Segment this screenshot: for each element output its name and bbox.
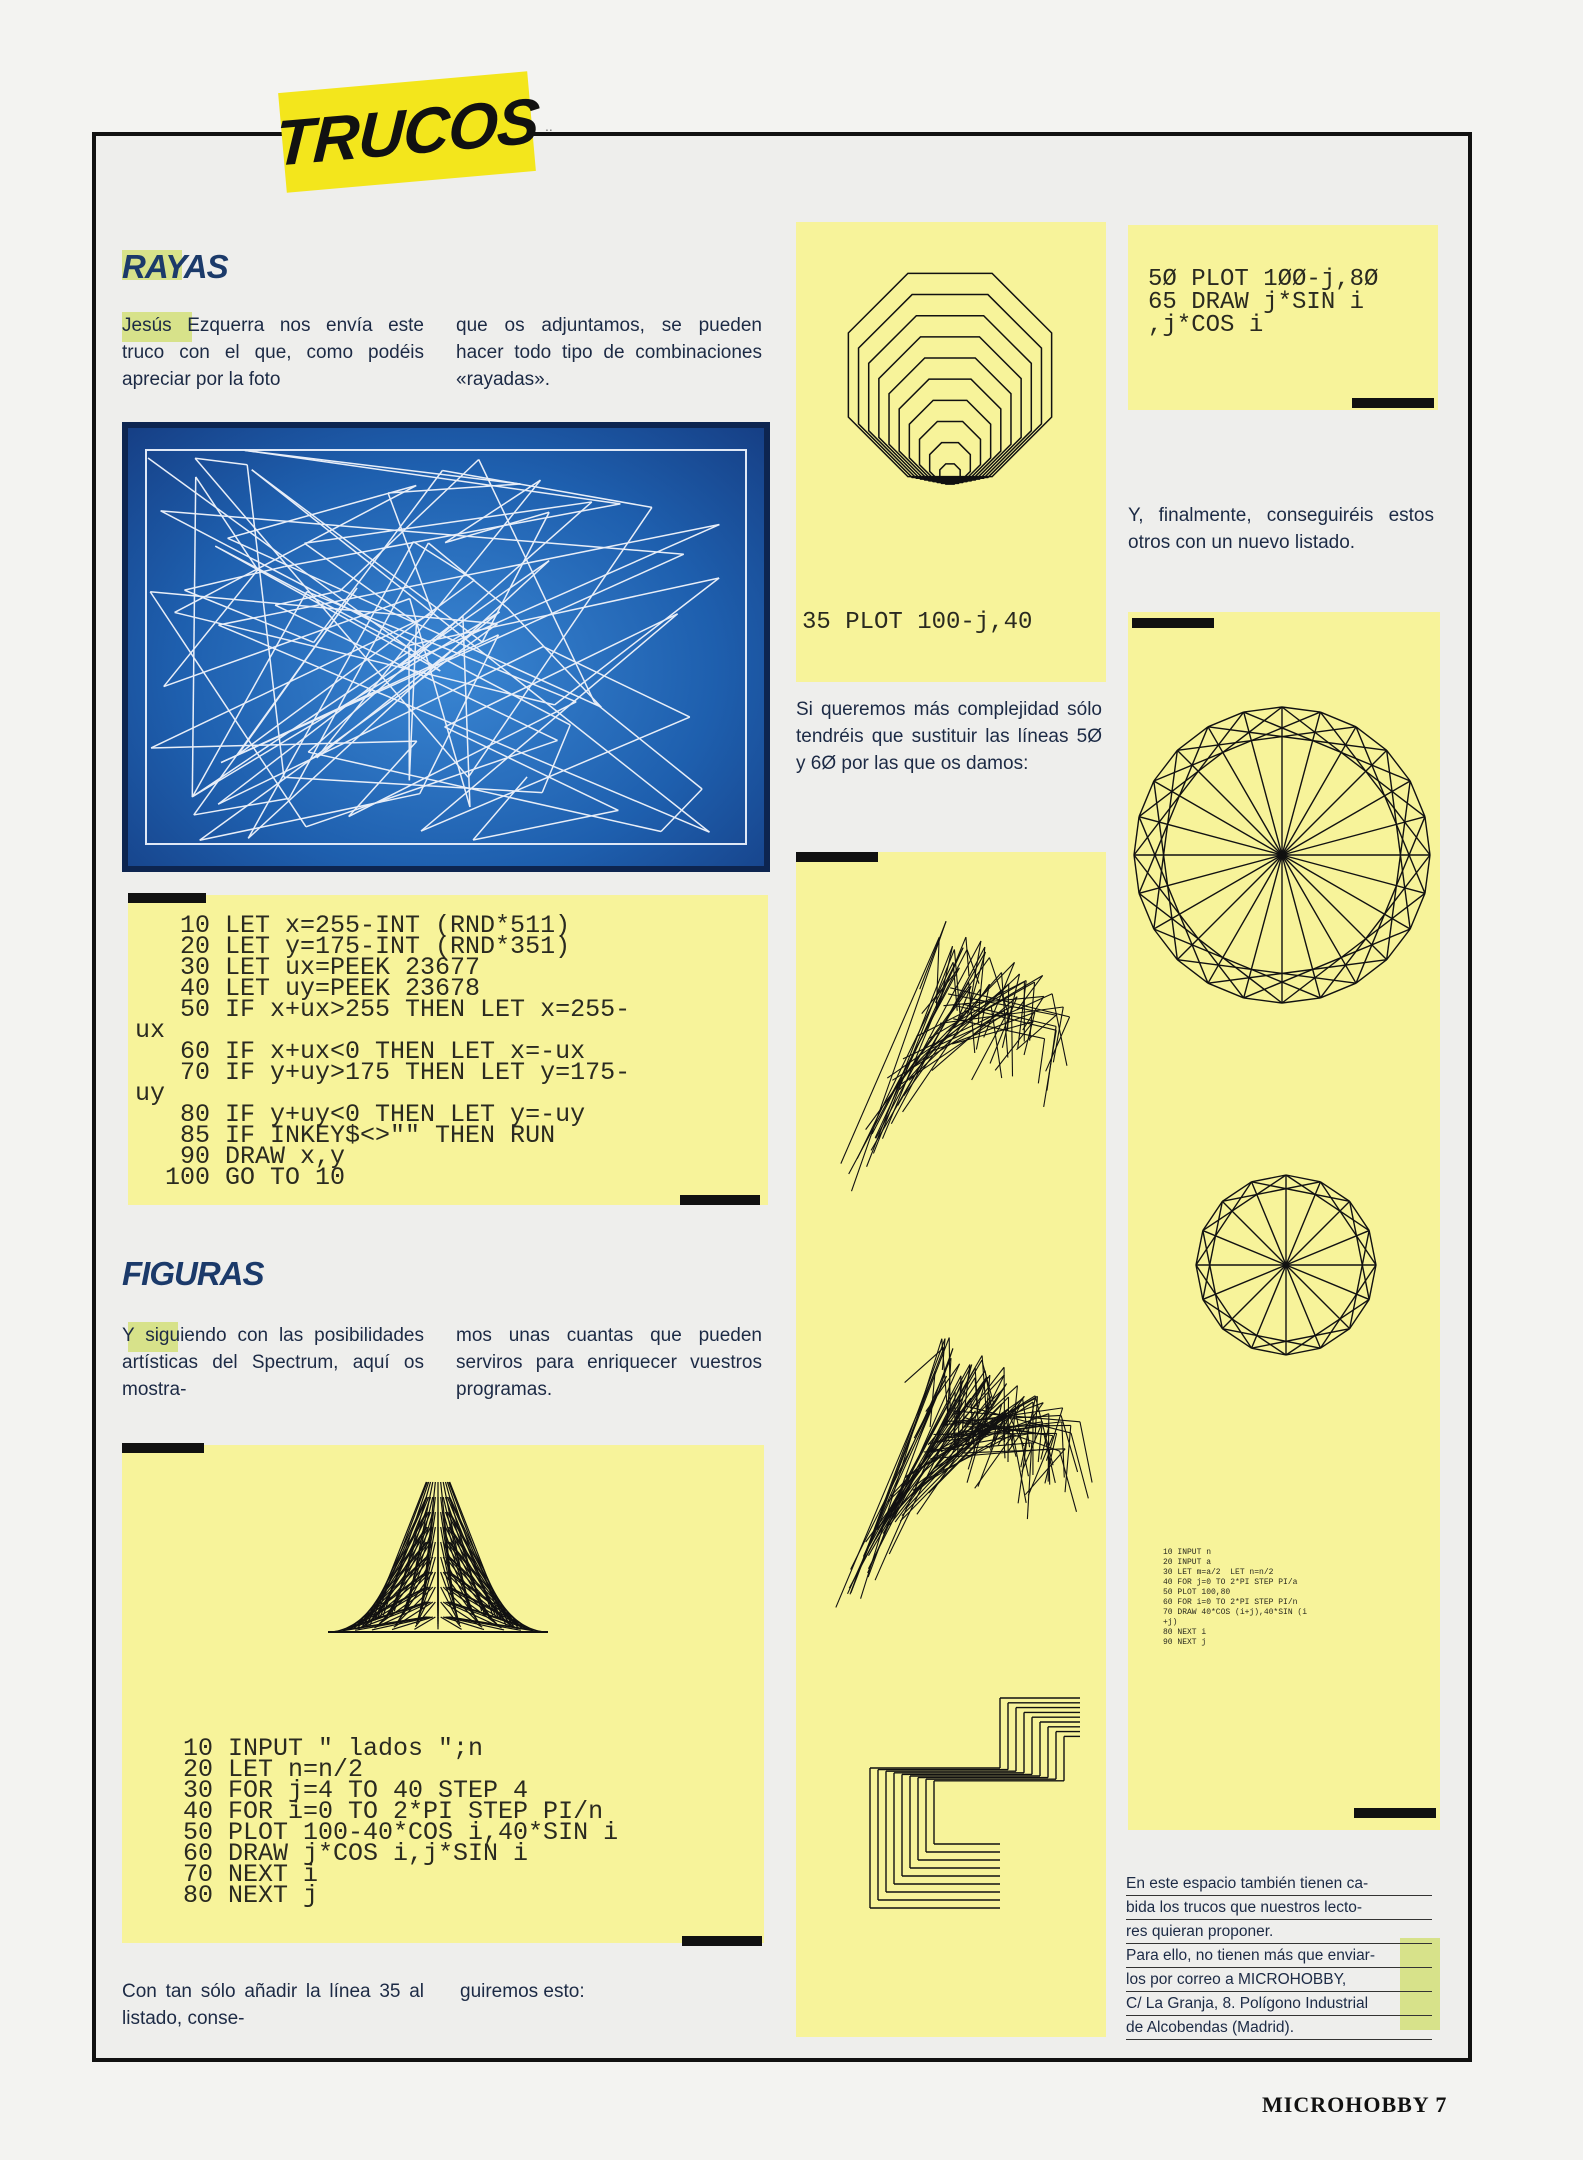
figure-stroke [1139, 817, 1208, 983]
figure-stroke [1282, 893, 1425, 1003]
figure-stroke [1154, 855, 1282, 929]
figure-rosette-large [1122, 680, 1442, 1030]
figure-stroke [1282, 855, 1387, 960]
figure-stroke [966, 937, 969, 976]
rayas-para-right: que os adjuntamos, se pueden hacer todo tipo de combinaciones «rayadas». [456, 315, 762, 390]
figure-octagon-rings [820, 240, 1080, 540]
figure-stroke [421, 614, 678, 831]
figure-stroke [857, 962, 953, 1158]
note-line: Para ello, no tienen más que enviar- [1126, 1944, 1432, 1968]
figure-stroke [245, 450, 521, 484]
figure-stroke [1282, 855, 1356, 983]
figure-stroke [1286, 1175, 1369, 1231]
figure-stroke [909, 400, 990, 481]
figuras-para-bottom-right: guiremos esto: [460, 1981, 585, 2002]
right-small-listing: 10 INPUT n 20 INPUT a 30 LET m=a/2 LET n=n/2 40 FOR j=0 TO 2*PI STEP PI/a 50 PLOT 100,80 60 FOR i=0 TO 2*PI STEP PI/n 70 DRAW 40*COS (i+j),40*SIN (i +j) 80 NEXT i 90 NEXT j [1163, 1548, 1308, 1647]
middle-para: Si queremos más complejidad sólo tendréis que sustituir las líneas 5Ø y 6Ø por las que os damos: [796, 699, 1102, 774]
figure-stroke [920, 422, 981, 483]
figure-stroke [661, 789, 702, 832]
figure-stroke [1282, 707, 1425, 817]
figure-stroke [1154, 929, 1320, 998]
figure-stroke [1222, 1265, 1286, 1329]
figure-stroke [413, 542, 474, 581]
figure-stroke [1016, 1015, 1056, 1050]
figure-stroke [1134, 712, 1244, 855]
note-line: bida los trucos que nuestros lecto- [1126, 1896, 1432, 1920]
figure-stroke [1320, 1265, 1376, 1348]
figuras-listing: 10 INPUT " lados ";n 20 LET n=n/2 30 FOR j=4 TO 40 STEP 4 40 FOR i=0 TO 2*PI STEP PI/n 50 PLOT 100-40*COS i,40*SIN i 60 DRAW j*COS i,j*SIN i 70 NEXT i 80 NEXT j [183, 1734, 619, 1910]
figure-stroke [1196, 1265, 1252, 1348]
figure-stroke [1154, 712, 1320, 781]
panel-marker [682, 1936, 762, 1946]
figure-stroke [150, 592, 306, 827]
figure-stroke [1139, 727, 1208, 893]
figure-rosette-small [1186, 1165, 1386, 1365]
figure-stroke [195, 458, 247, 464]
figure-fan [328, 1460, 548, 1650]
logo-trail: .. [545, 118, 553, 134]
figure-stroke [192, 592, 306, 798]
figure-stroke [899, 379, 1001, 481]
figure-stroke [398, 561, 550, 667]
figuras-para-bottom-left: Con tan sólo añadir la línea 35 al listado, conse- [122, 1981, 424, 2029]
figure-stroke [841, 937, 939, 1163]
note-line: C/ La Granja, 8. Polígono Industrial [1126, 1992, 1432, 2016]
figure-stroke [1282, 855, 1410, 929]
figure-stroke [1071, 1433, 1088, 1498]
figure-stroke [1286, 1201, 1350, 1265]
figure-stroke [1282, 750, 1387, 855]
note-line: En este espacio también tienen ca- [1126, 1872, 1432, 1896]
figure-stroke [304, 502, 591, 543]
figure-stroke [1286, 1299, 1369, 1355]
figure-stroke [192, 477, 195, 797]
figure-stroke [1286, 1265, 1350, 1329]
figure-stroke [859, 295, 1042, 478]
figure-stroke [1203, 1175, 1286, 1231]
figure-stroke [1320, 855, 1430, 998]
figure-stroke [428, 543, 507, 608]
figure-stroke [1012, 1007, 1013, 1077]
figure-stroke [218, 616, 463, 804]
right-para: Y, finalmente, conseguiréis estos otros con un nuevo listado. [1128, 505, 1434, 553]
figure-stroke [349, 741, 417, 816]
figure-stroke [245, 450, 621, 503]
figure-stroke [1196, 1182, 1252, 1265]
figure-stroke [848, 273, 1051, 476]
figure-stroke [1154, 781, 1282, 855]
section-logo-text: TRUCOS [273, 84, 541, 180]
rayas-screen-photo [122, 422, 770, 872]
figure-stroke [1282, 781, 1410, 855]
figure-stroke [479, 459, 595, 702]
figure-stroke [247, 465, 284, 778]
figure-stroke [1244, 712, 1410, 781]
figure-steps [850, 1688, 1090, 1918]
figure-stroke [1134, 855, 1244, 998]
figure-stroke [1320, 1182, 1376, 1265]
figure-stroke [1282, 727, 1356, 855]
figuras-para-right: mos unas cuantas que pueden serviros para enriquecer vuestros programas. [456, 1325, 762, 1400]
figure-stroke [873, 949, 954, 1153]
heading-rayas: RAYAS [122, 248, 228, 285]
contact-note [1126, 1872, 1432, 2040]
figure-stroke [409, 623, 416, 780]
panel-marker [796, 852, 878, 862]
figure-stroke [410, 599, 470, 807]
figure-stroke [184, 567, 284, 590]
panel-marker [128, 893, 206, 903]
figure-stroke [1035, 1396, 1053, 1465]
figure-stroke [868, 1364, 960, 1573]
figure-stroke [306, 740, 558, 826]
figure-stroke [1244, 929, 1410, 998]
figure-stroke [196, 477, 258, 570]
figure-stroke [1177, 750, 1282, 855]
figure-wave-middle [812, 1290, 1092, 1590]
rayas-lines [128, 428, 764, 866]
figure-stroke [1320, 712, 1430, 855]
figure-stroke [308, 752, 661, 831]
figure-stroke [1038, 1039, 1044, 1084]
rayas-para-left: Jesús Ezquerra nos envía este truco con el que, como podéis apreciar por la foto [122, 315, 424, 390]
figure-stroke [869, 316, 1032, 479]
figure-wave-top [812, 875, 1092, 1205]
line35-listing: 35 PLOT 100-j,40 [802, 609, 1033, 636]
note-line: los por correo a MICROHOBBY, [1126, 1968, 1432, 1992]
panel-marker [122, 1443, 204, 1453]
note-line: de Alcobendas (Madrid). [1126, 2016, 1432, 2040]
figure-stroke [555, 578, 720, 705]
figure-stroke [1356, 817, 1425, 983]
figure-stroke [442, 471, 652, 508]
page-footer: MICROHOBBY 7 [1262, 2092, 1448, 2117]
figure-stroke [1356, 727, 1425, 893]
note-line: res quieran proponer. [1126, 1920, 1432, 1944]
figure-stroke [1177, 855, 1282, 960]
figure-stroke [1222, 1201, 1286, 1265]
panel-marker [1352, 398, 1434, 408]
figuras-para-left: Y siguiendo con las posibilidades artísticas del Spectrum, aquí os mostra- [122, 1325, 424, 1400]
panel-marker [680, 1195, 760, 1205]
panel-marker [1132, 618, 1214, 628]
figure-stroke [1139, 893, 1282, 1003]
rayas-listing: 10 LET x=255-INT (RND*511) 20 LET y=175-INT (RND*351) 30 LET ux=PEEK 23677 40 LET uy=PEEK 23678 50 IF x+ux>255 THEN LET x=255- ux 60 IF x+ux<0 THEN LET x=-ux 70 IF y+uy>175 THEN LET y=175- uy 80 IF y+uy<0 THEN LET y=-uy 85 IF INKEY$<>"" THEN RUN 90 DRAW x,y 100 GO TO 10 [135, 911, 631, 1192]
figure-stroke [468, 507, 652, 777]
heading-figuras: FIGURAS [122, 1255, 264, 1292]
figure-stroke [340, 459, 479, 590]
figure-stroke [194, 798, 289, 815]
figure-stroke [146, 450, 746, 844]
figure-stroke [184, 590, 313, 642]
figure-stroke [1208, 727, 1282, 855]
figure-stroke [1203, 1299, 1286, 1355]
figure-stroke [889, 358, 1011, 480]
panel-marker [1354, 1808, 1436, 1818]
figure-stroke [1208, 855, 1282, 983]
right-listing: 5Ø PLOT 1ØØ-j,8Ø 65 DRAW j*SIN i ,j*COS i [1148, 266, 1379, 339]
figure-stroke [1139, 707, 1282, 817]
